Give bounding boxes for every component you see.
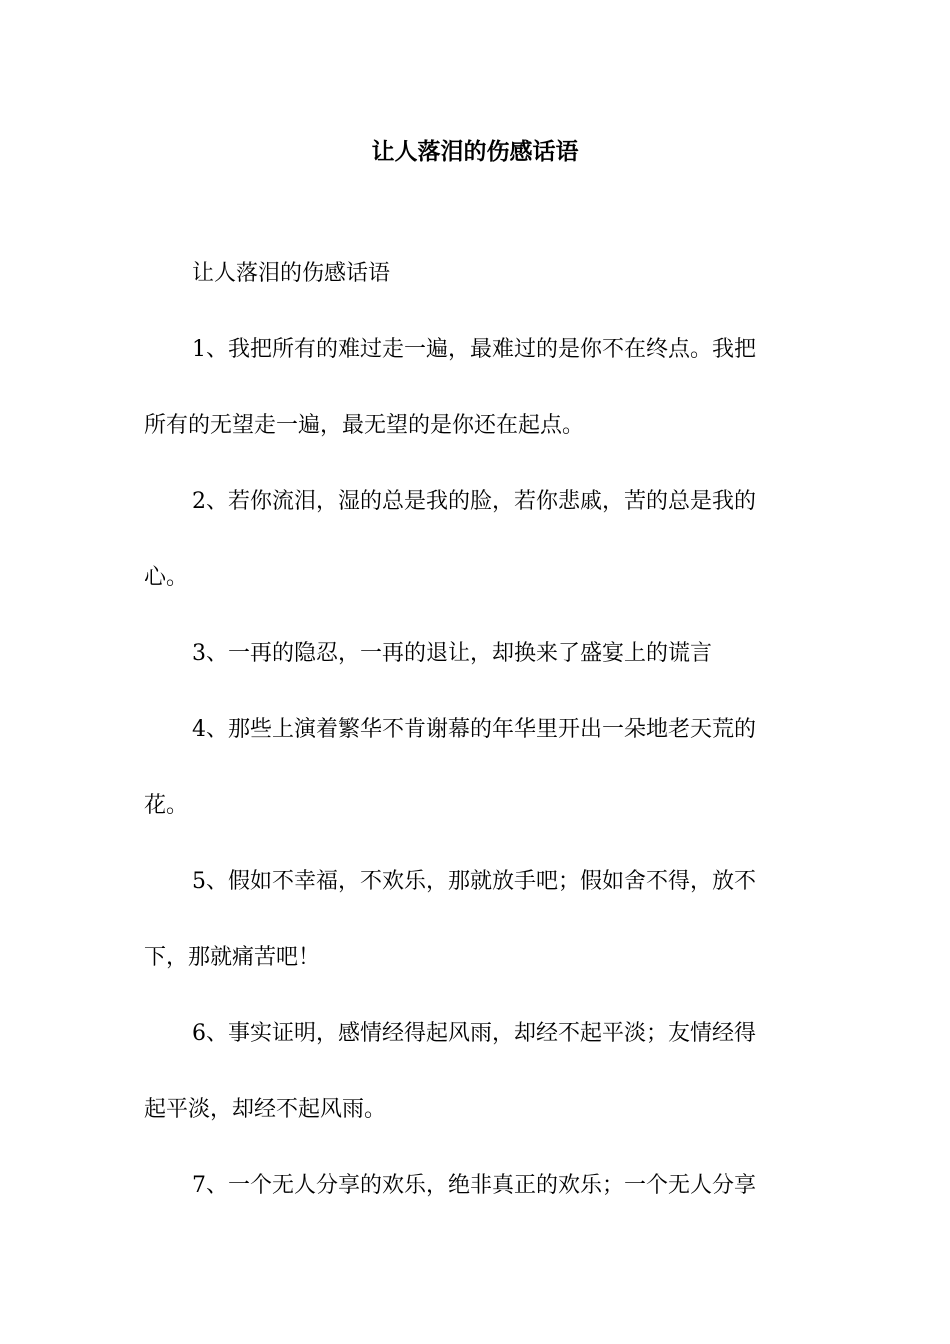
paragraph-line: 7、一个无人分享的欢乐，绝非真正的欢乐；一个无人分享 [192, 1173, 756, 1198]
paragraph-line: 5、假如不幸福，不欢乐，那就放手吧；假如舍不得，放不 [192, 869, 756, 894]
paragraph-1 [144, 331, 806, 445]
paragraph-2 [144, 483, 806, 597]
paragraph-line: 6、事实证明，感情经得起风雨，却经不起平淡；友情经得 [192, 1021, 756, 1046]
paragraph-3 [144, 635, 806, 673]
paragraph-5 [144, 863, 806, 977]
paragraph-7 [144, 1167, 806, 1205]
paragraph-line: 下，那就痛苦吧！ [144, 945, 321, 970]
document-body [144, 255, 806, 1243]
paragraph-line: 所有的无望走一遍，最无望的是你还在起点。 [144, 413, 585, 438]
paragraph-line: 起平淡，却经不起风雨。 [144, 1097, 387, 1122]
document-title: 让人落泪的伤感话语 [371, 138, 579, 165]
paragraph-line: 让人落泪的伤感话语 [192, 261, 391, 286]
paragraph-line: 3、一再的隐忍，一再的退让，却换来了盛宴上的谎言 [192, 641, 712, 666]
paragraph-line: 2、若你流泪，湿的总是我的脸，若你悲戚，苦的总是我的 [192, 489, 756, 514]
paragraph-6 [144, 1015, 806, 1129]
paragraph-4 [144, 711, 806, 825]
subtitle-paragraph [144, 255, 806, 293]
paragraph-line: 花。 [144, 793, 189, 818]
paragraph-line: 心。 [144, 565, 189, 590]
paragraph-line: 1、我把所有的难过走一遍，最难过的是你不在终点。我把 [192, 337, 756, 362]
paragraph-line: 4、那些上演着繁华不肯谢幕的年华里开出一朵地老天荒的 [192, 717, 756, 742]
